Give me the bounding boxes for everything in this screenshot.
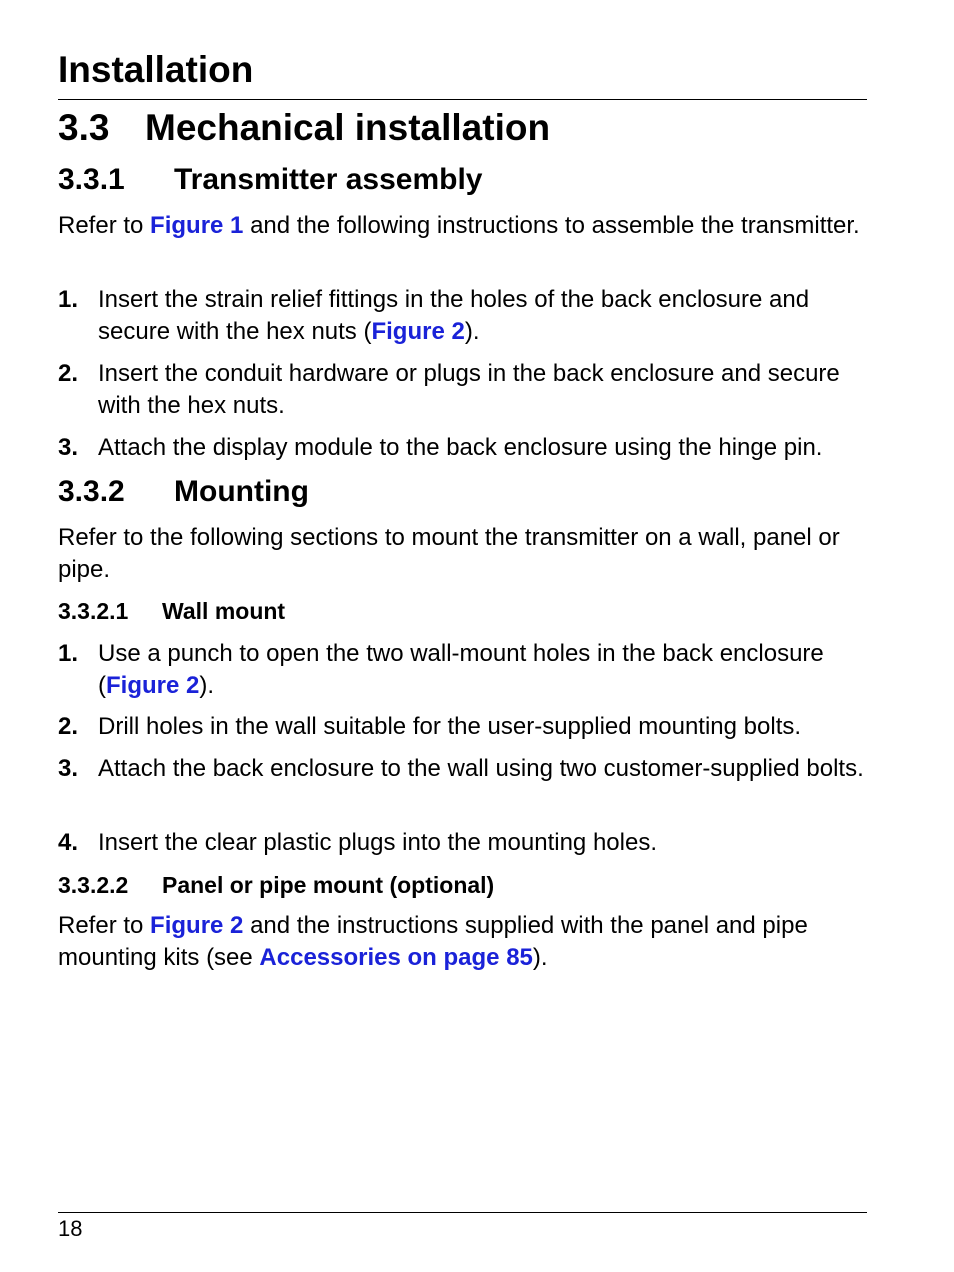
step-number: 2. (58, 713, 79, 740)
subsubsection-title: Wall mount (162, 598, 286, 624)
step-number: 1. (58, 640, 79, 667)
section-title: Mechanical installation (145, 107, 551, 148)
step-number: 1. (58, 286, 79, 313)
list-item (58, 638, 867, 702)
panel-mount-text (58, 910, 867, 974)
figure-1-link[interactable]: Figure 1 (150, 212, 244, 239)
step-text (98, 638, 867, 702)
list-item (58, 753, 867, 785)
step-text-part: ). (464, 318, 480, 345)
wall-mount-heading (58, 596, 285, 626)
para-text: and the instructions supplied with the panel and pipe mounting kits (see (58, 912, 808, 971)
subsection-heading-mounting (58, 473, 309, 511)
step-number: 4. (58, 829, 79, 856)
section-heading (58, 104, 550, 152)
step-text: Insert the conduit hardware or plugs in the back enclosure and secure with the hex nuts. (98, 360, 840, 419)
step-text-part: ). (199, 672, 215, 699)
section-number: 3.3 (58, 107, 110, 148)
subsubsection-title: Panel or pipe mount (optional) (162, 872, 495, 898)
step-number: 2. (58, 360, 79, 387)
para-text: ). (532, 944, 548, 971)
accessories-link[interactable]: Accessories on page 85 (259, 944, 533, 971)
step-text: Drill holes in the wall suitable for the user-supplied mounting bolts. (98, 713, 802, 740)
figure-2-link[interactable]: Figure 2 (150, 912, 244, 939)
para-text: Refer to (58, 912, 151, 939)
subsection-title: Mounting (174, 475, 309, 508)
step-text (98, 284, 867, 348)
footer-rule (58, 1212, 867, 1213)
step-number: 3. (58, 434, 79, 461)
list-item (58, 358, 867, 422)
panel-mount-heading (58, 870, 494, 900)
step-text: Attach the display module to the back enclosure using the hinge pin. (98, 434, 823, 461)
list-item (58, 284, 867, 348)
page-number: 18 (58, 1216, 83, 1241)
list-item (58, 432, 867, 464)
step-text: Attach the back enclosure to the wall using two customer-supplied bolts. (98, 755, 864, 782)
figure-2-link[interactable]: Figure 2 (371, 318, 465, 345)
figure-2-link[interactable]: Figure 2 (106, 672, 200, 699)
header-rule (58, 99, 867, 100)
chapter-title: Installation (58, 49, 254, 90)
subsubsection-number: 3.3.2.2 (58, 872, 129, 898)
mounting-intro: Refer to the following sections to mount the transmitter on a wall, panel or pipe. (58, 524, 840, 583)
subsection-title: Transmitter assembly (174, 163, 483, 196)
list-item (58, 711, 867, 743)
list-item (58, 827, 867, 859)
subsubsection-number: 3.3.2.1 (58, 598, 129, 624)
intro-text: Refer to (58, 212, 151, 239)
step-text-part: Insert the strain relief fittings in the holes of the back enclosure and secure with the hex nuts ( (98, 286, 810, 345)
step-number: 3. (58, 755, 79, 782)
subsection-number: 3.3.2 (58, 475, 125, 508)
subsection-number: 3.3.1 (58, 163, 125, 196)
step-text: Insert the clear plastic plugs into the mounting holes. (98, 829, 657, 856)
step-text-part: Use a punch to open the two wall-mount holes in the back enclosure ( (98, 640, 824, 699)
transmitter-intro (58, 210, 867, 242)
subsection-heading-transmitter (58, 161, 482, 199)
intro-text: and the following instructions to assemble the transmitter. (243, 212, 860, 239)
